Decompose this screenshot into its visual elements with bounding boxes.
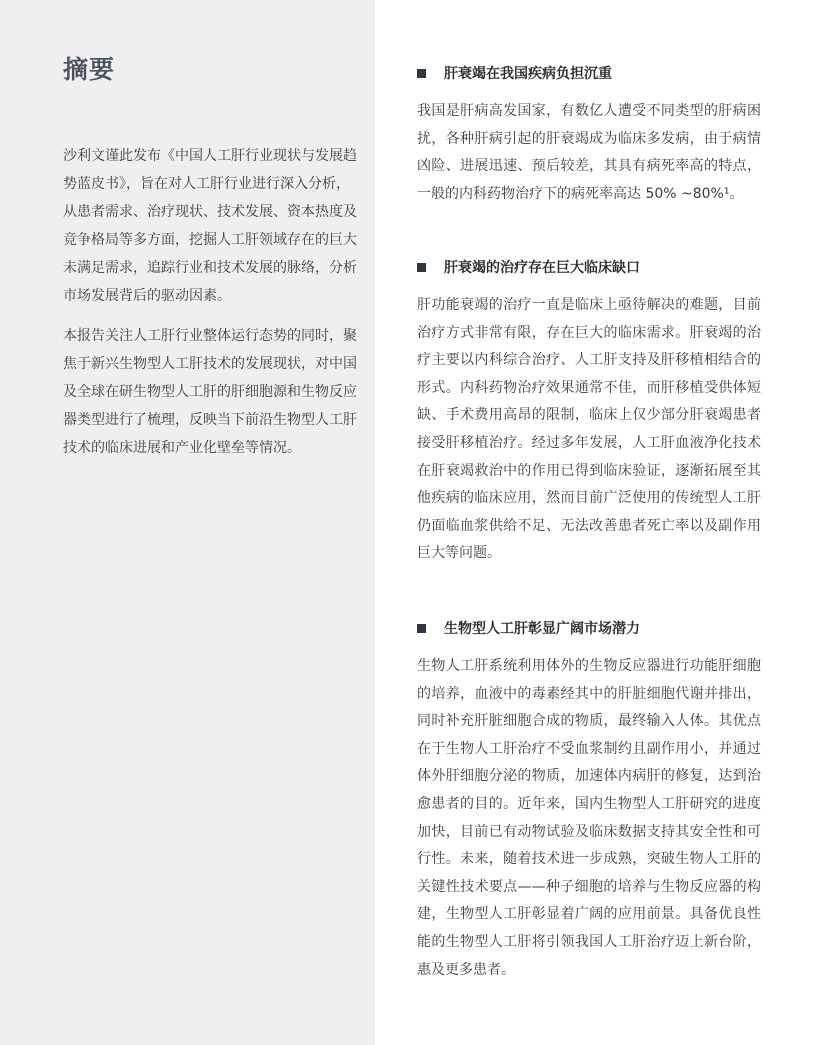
section-heading-text: 生物型人工肝彰显广阔市场潜力 [444,621,640,637]
section-market-potential [417,617,761,984]
section-disease-burden [417,62,761,208]
section-heading [417,256,761,278]
summary-panel [0,0,375,1045]
bullet-square-icon [417,69,426,78]
section-body: 肝功能衰竭的治疗一直是临床上亟待解决的难题，目前治疗方式非常有限，存在巨大的临床需求。肝衰竭的治疗主要以内科综合治疗、人工肝支持及肝移植相结合的形式。内科药物治疗效果通常不佳，而肝移植受供体短缺、手术费用高昂的限制，临床上仅少部分肝衰竭患者接受肝移植治疗。经过多年发展，人工肝血液净化技术在肝衰竭救治中的作用已得到临床验证，逐渐拓展至其他疾病的临床应用，然而目前广泛使用的传统型人工肝仍面临血浆供给不足、无法改善患者死亡率以及副作用巨大等问题。 [417,297,761,562]
section-heading-text: 肝衰竭在我国疾病负担沉重 [444,66,612,82]
section-clinical-gap [417,256,761,568]
summary-paragraph-1: 沙利文谨此发布《中国人工肝行业现状与发展趋势蓝皮书》，旨在对人工肝行业进行深入分析，从患者需求、治疗现状、技术发展、资本热度及竞争格局等多方面，挖掘人工肝领域存在的巨大未满足需求，追踪行业和技术发展的脉络，分析市场发展背后的驱动因素。 [63,148,357,304]
section-body: 我国是肝病高发国家，有数亿人遭受不同类型的肝病困扰，各种肝病引起的肝衰竭成为临床多发病，由于病情凶险、进展迅速、预后较差，其具有病死率高的特点，一般的内科药物治疗下的病死率高达 50% ~80%¹。 [417,103,761,202]
section-heading [417,617,761,639]
summary-title: 摘要 [63,55,116,84]
summary-paragraph-2: 本报告关注人工肝行业整体运行态势的同时，聚焦于新兴生物型人工肝技术的发展现状，对中国及全球在研生物型人工肝的肝细胞源和生物反应器类型进行了梳理，反映当下前沿生物型人工肝技术的临床进展和产业化壁垒等情况。 [63,328,357,456]
section-body: 生物人工肝系统利用体外的生物反应器进行功能肝细胞的培养，血液中的毒素经其中的肝脏细胞代谢并排出，同时补充肝脏细胞合成的物质，最终输入人体。其优点在于生物人工肝治疗不受血浆制约且副作用小，并通过体外肝细胞分泌的物质，加速体内病肝的修复，达到治愈患者的目的。近年来，国内生物型人工肝研究的进度加快，目前已有动物试验及临床数据支持其安全性和可行性。未来，随着技术进一步成熟，突破生物人工肝的关键性技术要点——种子细胞的培养与生物反应器的构建，生物型人工肝彰显着广阔的应用前景。具备优良性能的生物型人工肝将引领我国人工肝治疗迈上新台阶，惠及更多患者。 [417,658,761,978]
bullet-square-icon [417,263,426,272]
section-heading [417,62,761,84]
bullet-square-icon [417,624,426,633]
section-heading-text: 肝衰竭的治疗存在巨大临床缺口 [444,260,640,276]
